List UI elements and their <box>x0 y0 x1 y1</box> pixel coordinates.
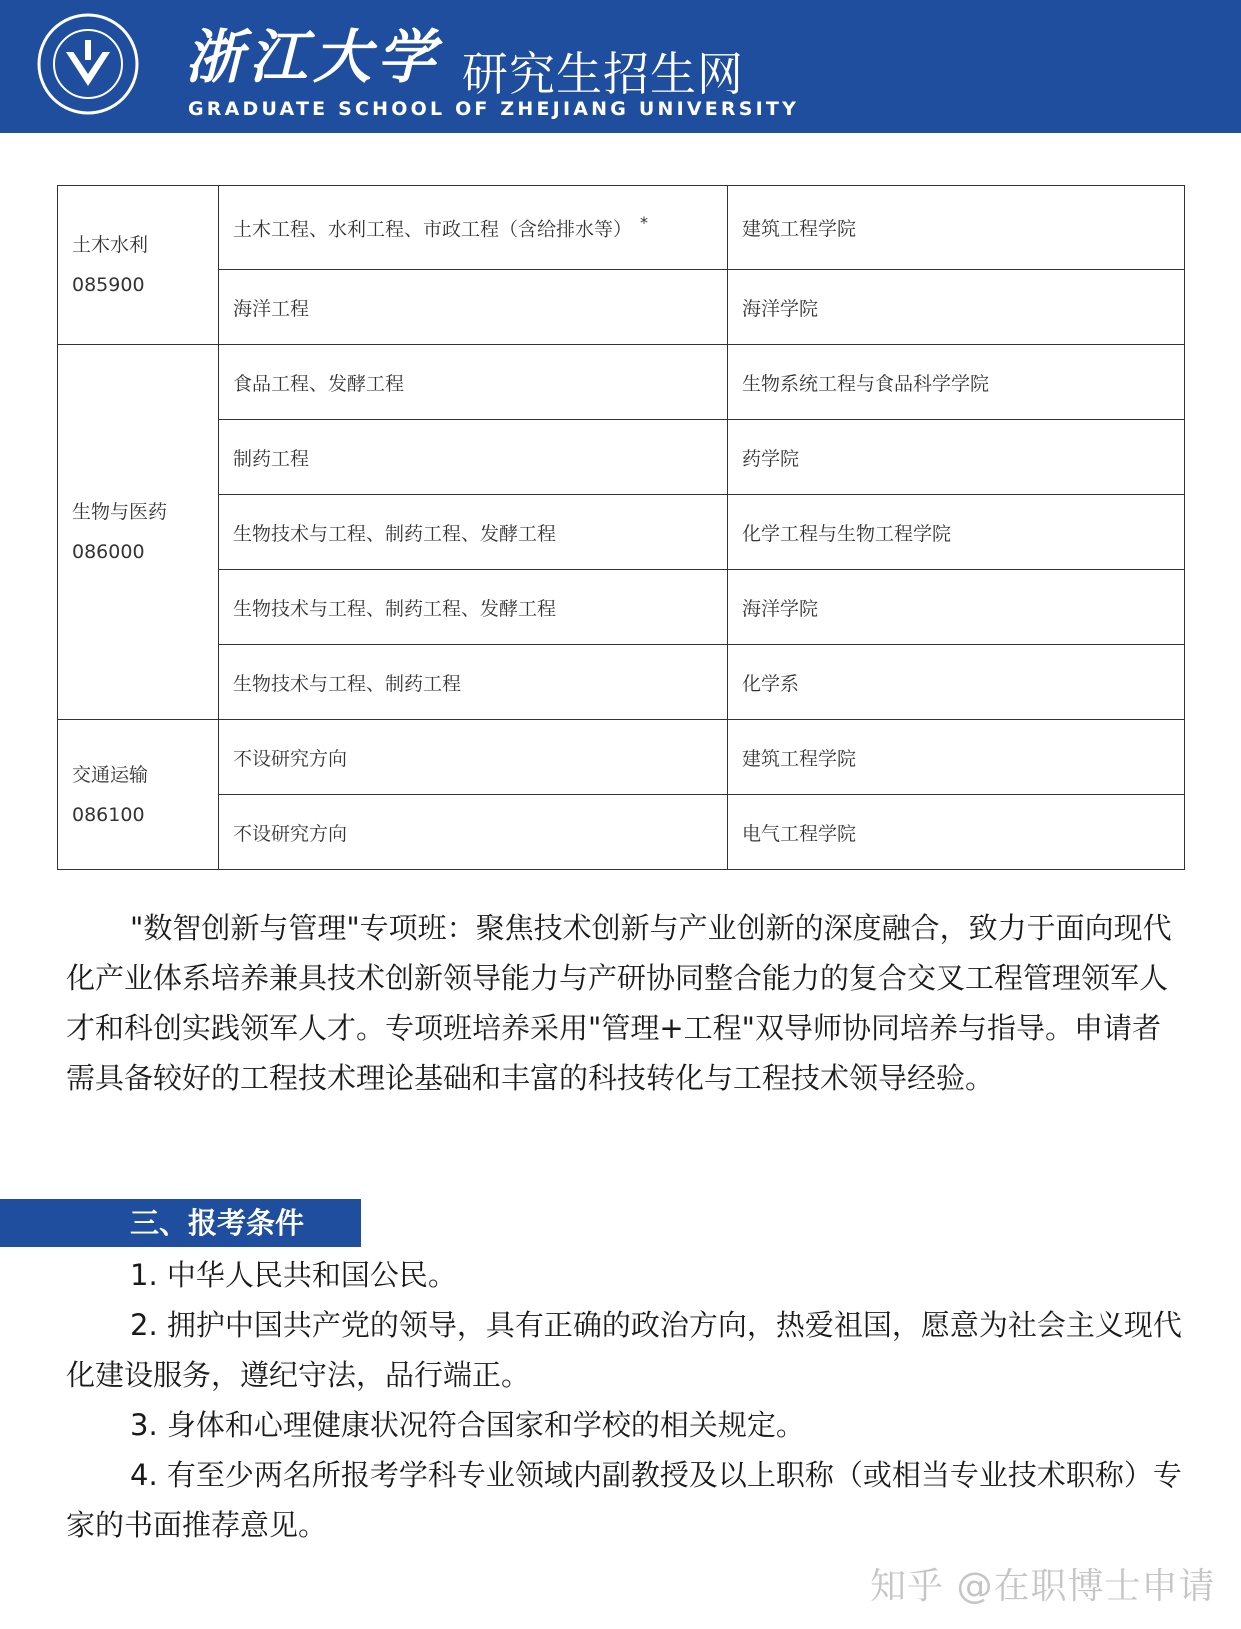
zhihu-watermark: 知乎 @在职博士申请 <box>870 1566 1216 1607</box>
direction-text: 土木工程、水利工程、市政工程（含给排水等） <box>233 218 633 241</box>
direction-cell: 生物技术与工程、制药工程、发酵工程 <box>219 495 728 570</box>
school-cell: 海洋学院 <box>728 270 1185 345</box>
table-row <box>58 420 1185 495</box>
section-heading: 三、报考条件 <box>130 1206 305 1240</box>
direction-cell: 海洋工程 <box>219 270 728 345</box>
category-name: 生物与医药 <box>72 501 168 523</box>
table-row <box>58 186 1185 270</box>
table-row <box>58 570 1185 645</box>
requirement-item: 3. 身体和心理健康状况符合国家和学校的相关规定。 <box>130 1408 805 1442</box>
university-name-calligraphy: 浙江大学 <box>185 23 442 91</box>
table-row <box>58 345 1185 420</box>
school-cell: 建筑工程学院 <box>728 720 1185 795</box>
school-cell: 建筑工程学院 <box>728 186 1185 270</box>
table-row <box>58 495 1185 570</box>
program-intro-paragraph: "数智创新与管理"专项班：聚焦技术创新与产业创新的深度融合，致力于面向现代化产业体系培养兼具技术创新领导能力与产研协同整合能力的复合交叉工程管理领军人才和科创实践领军人才。专项班培养采用"管理+工程"双导师协同培养与指导。申请者需具备较好的工程技术理论基础和丰富的科技转化与工程技术领导经验。 <box>66 911 1172 1095</box>
school-cell: 生物系统工程与食品科学学院 <box>728 345 1185 420</box>
university-seal-icon <box>36 12 140 116</box>
category-code: 086000 <box>72 541 145 563</box>
school-cell: 化学工程与生物工程学院 <box>728 495 1185 570</box>
category-name: 交通运输 <box>72 763 149 786</box>
direction-cell: 生物技术与工程、制药工程 <box>219 645 728 720</box>
category-code: 086100 <box>72 803 145 826</box>
table-row <box>58 645 1185 720</box>
category-cell <box>58 345 219 720</box>
footnote-mark: * <box>640 213 649 233</box>
school-cell: 化学系 <box>728 645 1185 720</box>
direction-cell: 制药工程 <box>219 420 728 495</box>
table-row <box>58 270 1185 345</box>
category-code: 085900 <box>72 274 145 296</box>
direction-cell: 不设研究方向 <box>219 795 728 870</box>
direction-cell: 不设研究方向 <box>219 720 728 795</box>
school-cell: 电气工程学院 <box>728 795 1185 870</box>
requirement-item: 4. 有至少两名所报考学科专业领域内副教授及以上职称（或相当专业技术职称）专家的书面推荐意见。 <box>66 1458 1182 1542</box>
category-cell <box>58 720 219 870</box>
site-name: 研究生招生网 <box>462 47 744 101</box>
direction-cell: 食品工程、发酵工程 <box>219 345 728 420</box>
requirement-item: 2. 拥护中国共产党的领导，具有正确的政治方向，热爱祖国，愿意为社会主义现代化建设服务，遵纪守法，品行端正。 <box>66 1308 1182 1392</box>
table-row <box>58 795 1185 870</box>
requirement-item: 1. 中华人民共和国公民。 <box>130 1258 457 1292</box>
site-name-english: GRADUATE SCHOOL OF ZHEJIANG UNIVERSITY <box>188 98 800 120</box>
table-row <box>58 720 1185 795</box>
direction-cell: 生物技术与工程、制药工程、发酵工程 <box>219 570 728 645</box>
majors-table <box>57 185 1185 870</box>
category-cell <box>58 186 219 345</box>
site-header <box>0 0 1241 133</box>
school-cell: 药学院 <box>728 420 1185 495</box>
school-cell: 海洋学院 <box>728 570 1185 645</box>
direction-cell <box>219 186 728 270</box>
category-name: 土木水利 <box>72 234 149 256</box>
